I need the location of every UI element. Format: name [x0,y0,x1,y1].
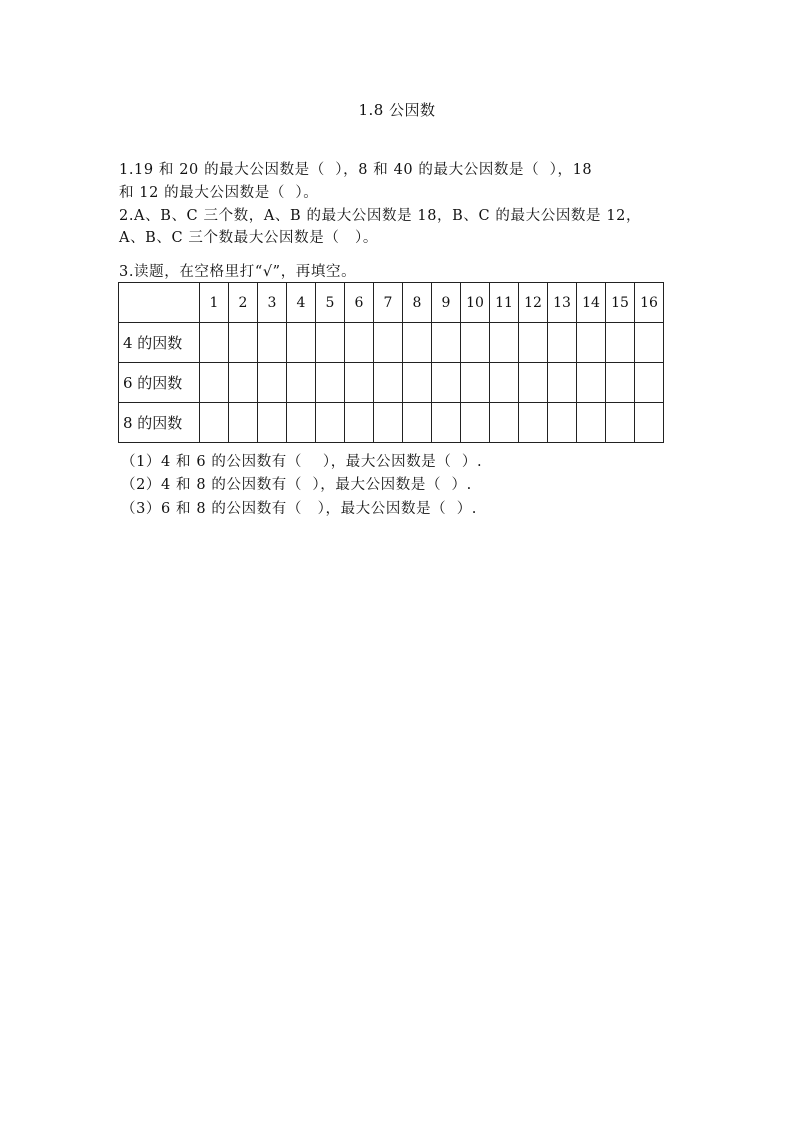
answer-cell[interactable] [519,363,548,403]
answer-cell[interactable] [461,363,490,403]
answer-cell[interactable] [519,323,548,363]
answer-cell[interactable] [374,363,403,403]
answer-cell[interactable] [200,323,229,363]
answer-cell[interactable] [374,323,403,363]
answer-cell[interactable] [490,363,519,403]
answer-cell[interactable] [490,323,519,363]
table-row [119,323,664,363]
answer-cell[interactable] [606,363,635,403]
column-header: 3 [258,283,287,323]
answer-cell[interactable] [432,323,461,363]
answer-cell[interactable] [345,323,374,363]
question-1-line-1: 1.19 和 20 的最大公因数是（ ），8 和 40 的最大公因数是（ ），18 [119,162,593,178]
answer-cell[interactable] [258,323,287,363]
answer-cell[interactable] [577,323,606,363]
answer-cell[interactable] [548,323,577,363]
answer-cell[interactable] [432,403,461,443]
column-header: 4 [287,283,316,323]
answer-cell[interactable] [258,363,287,403]
column-header: 8 [403,283,432,323]
answer-cell[interactable] [432,363,461,403]
answer-cell[interactable] [316,403,345,443]
answer-cell[interactable] [316,323,345,363]
row-label: 8 的因数 [119,403,200,443]
answer-cell[interactable] [577,363,606,403]
answer-cell[interactable] [519,403,548,443]
question-3-prompt: 3.读题，在空格里打“√”，再填空。 [119,264,357,280]
answer-cell[interactable] [200,403,229,443]
question-2-line-2: A、B、C 三个数最大公因数是（ ）。 [119,230,379,246]
subquestion-3: （3）6 和 8 的公因数有（ ），最大公因数是（ ）. [121,501,478,517]
answer-cell[interactable] [548,403,577,443]
answer-cell[interactable] [403,403,432,443]
page-title: 1.8 公因数 [358,101,436,119]
answer-cell[interactable] [345,363,374,403]
answer-cell[interactable] [606,403,635,443]
table-header-row [119,283,664,323]
answer-cell[interactable] [287,403,316,443]
question-1-line-2: 和 12 的最大公因数是（ ）。 [119,185,319,201]
answer-cell[interactable] [229,403,258,443]
answer-cell[interactable] [258,403,287,443]
answer-cell[interactable] [606,323,635,363]
answer-cell[interactable] [403,363,432,403]
column-header: 14 [577,283,606,323]
column-header: 5 [316,283,345,323]
column-header: 13 [548,283,577,323]
answer-cell[interactable] [229,363,258,403]
column-header: 12 [519,283,548,323]
factor-table [118,282,664,443]
column-header: 2 [229,283,258,323]
answer-cell[interactable] [577,403,606,443]
answer-cell[interactable] [200,363,229,403]
answer-cell[interactable] [490,403,519,443]
answer-cell[interactable] [403,323,432,363]
answer-cell[interactable] [229,323,258,363]
column-header: 9 [432,283,461,323]
column-header: 11 [490,283,519,323]
answer-cell[interactable] [345,403,374,443]
column-header: 7 [374,283,403,323]
answer-cell[interactable] [461,323,490,363]
answer-cell[interactable] [635,323,664,363]
table-row [119,403,664,443]
row-label: 4 的因数 [119,323,200,363]
column-header: 6 [345,283,374,323]
column-header: 10 [461,283,490,323]
question-2-line-1: 2.A、B、C 三个数，A、B 的最大公因数是 18，B、C 的最大公因数是 12， [119,208,642,224]
answer-cell[interactable] [374,403,403,443]
column-header: 16 [635,283,664,323]
table-corner-cell [119,283,200,323]
row-label: 6 的因数 [119,363,200,403]
column-header: 1 [200,283,229,323]
answer-cell[interactable] [635,363,664,403]
table-row [119,363,664,403]
answer-cell[interactable] [548,363,577,403]
subquestion-1: （1）4 和 6 的公因数有（ ），最大公因数是（ ）. [121,454,483,470]
answer-cell[interactable] [635,403,664,443]
subquestion-2: （2）4 和 8 的公因数有（ ），最大公因数是（ ）. [121,477,472,493]
column-header: 15 [606,283,635,323]
answer-cell[interactable] [287,363,316,403]
answer-cell[interactable] [461,403,490,443]
answer-cell[interactable] [316,363,345,403]
answer-cell[interactable] [287,323,316,363]
